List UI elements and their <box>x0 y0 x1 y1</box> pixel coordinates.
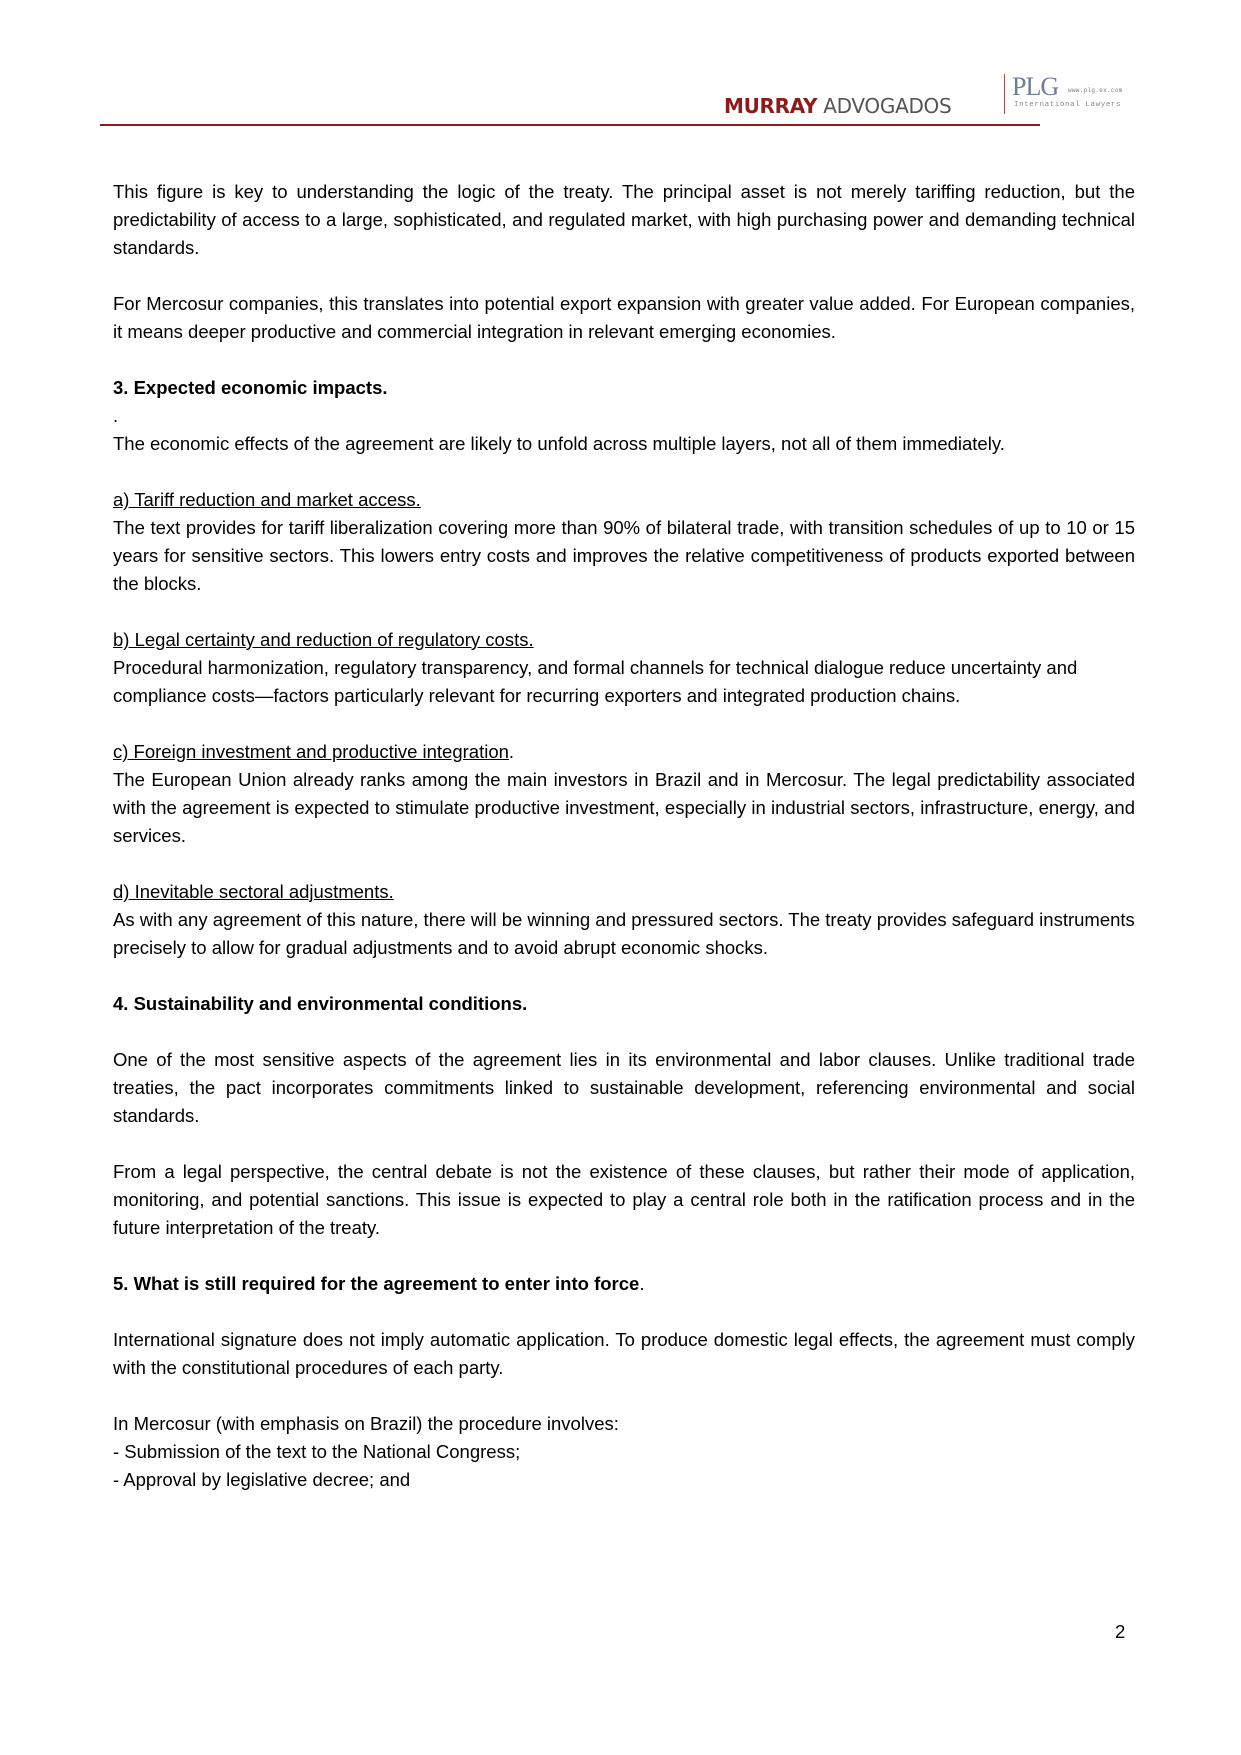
subsection-b-title <box>113 626 1135 654</box>
subsection-title-text: b) Legal certainty and reduction of regulatory costs. <box>113 629 534 650</box>
subsection-b-body: Procedural harmonization, regulatory transparency, and formal channels for technical dialogue reduce uncertainty and compliance costs—factors particularly relevant for recurring exporters and integrated production chains. <box>113 657 1078 706</box>
subsection-title-text: d) Inevitable sectoral adjustments. <box>113 881 394 902</box>
subsection-a-title <box>113 486 1135 514</box>
partner-logo-mark: PLG <box>1012 72 1059 101</box>
stray-dot: . <box>113 405 119 426</box>
subsection-a-body: The text provides for tariff liberalization covering more than 90% of bilateral trade, with transition schedules of up to 10 or 15 years for sensitive sectors. This lowers entry costs and improves the relative competitiveness of products exported between the blocks. <box>113 517 1135 594</box>
firm-logo <box>724 94 951 118</box>
spacer <box>113 962 1135 990</box>
intro-paragraph-1: This figure is key to understanding the logic of the treaty. The principal asset is not merely tariffing reduction, but the predictability of access to a large, sophisticated, and regulated market, with high purchasing power and demanding technical standards. <box>113 181 1135 258</box>
section-3-intro: The economic effects of the agreement are likely to unfold across multiple layers, not all of them immediately. <box>113 433 1005 454</box>
subsection-title-suffix: . <box>508 741 515 762</box>
spacer <box>113 1018 1135 1046</box>
header-divider <box>100 124 1040 126</box>
subsection-d-body: As with any agreement of this nature, there will be winning and pressured sectors. The treaty provides safeguard instruments precisely to allow for gradual adjustments and to avoid abrupt economic shocks. <box>113 909 1135 958</box>
partner-logo-tagline: International Lawyers <box>1014 101 1122 109</box>
list-item: - Approval by legislative decree; and <box>113 1469 411 1490</box>
spacer <box>113 1242 1135 1270</box>
spacer <box>113 458 1135 486</box>
spacer <box>113 1382 1135 1410</box>
spacer <box>113 1130 1135 1158</box>
subsection-title-text: a) Tariff reduction and market access. <box>113 489 421 510</box>
subsection-d-title <box>113 878 1135 906</box>
logo-divider <box>1004 74 1005 114</box>
spacer <box>113 710 1135 738</box>
section-5-paragraph-1: International signature does not imply automatic application. To produce domestic legal effects, the agreement must comply with the constitutional procedures of each party. <box>113 1329 1135 1378</box>
partner-logo-url: www.plg.ex.com <box>1068 87 1123 94</box>
section-3-heading: 3. Expected economic impacts. <box>113 377 388 398</box>
section-5-heading-text: 5. What is still required for the agreement to enter into force <box>113 1273 640 1294</box>
section-4-paragraph-1: One of the most sensitive aspects of the agreement lies in its environmental and labor clauses. Unlike traditional trade treaties, the pact incorporates commitments linked to sustainable development, referencing environmental and social standards. <box>113 1049 1135 1126</box>
section-5-heading-suffix: . <box>639 1273 645 1294</box>
page-number: 2 <box>1115 1621 1126 1642</box>
spacer <box>113 1298 1135 1326</box>
section-4-paragraph-2: From a legal perspective, the central debate is not the existence of these clauses, but rather their mode of application, monitoring, and potential sanctions. This issue is expected to play a central role both in the ratification process and in the future interpretation of the treaty. <box>113 1161 1135 1238</box>
list-item: - Submission of the text to the National Congress; <box>113 1441 521 1462</box>
intro-paragraph-2: For Mercosur companies, this translates into potential export expansion with greater value added. For European companies, it means deeper productive and commercial integration in relevant emerging economies. <box>113 293 1135 342</box>
subsection-title-text: c) Foreign investment and productive integration <box>113 741 509 762</box>
spacer <box>113 850 1135 878</box>
document-body <box>113 178 1135 1494</box>
section-5-heading <box>113 1270 1135 1298</box>
page-header <box>0 0 1241 130</box>
section-4-heading: 4. Sustainability and environmental conditions. <box>113 993 528 1014</box>
spacer <box>113 346 1135 374</box>
spacer <box>113 262 1135 290</box>
section-5-list-intro: In Mercosur (with emphasis on Brazil) the procedure involves: <box>113 1413 619 1434</box>
firm-logo-secondary: ADVOGADOS <box>823 94 952 118</box>
firm-logo-primary: MURRAY <box>724 94 818 118</box>
spacer <box>113 598 1135 626</box>
partner-logo <box>1012 73 1132 117</box>
subsection-c-body: The European Union already ranks among the main investors in Brazil and in Mercosur. The legal predictability associated with the agreement is expected to stimulate productive investment, especially in industrial sectors, infrastructure, energy, and services. <box>113 769 1135 846</box>
subsection-c-title <box>113 738 1135 766</box>
